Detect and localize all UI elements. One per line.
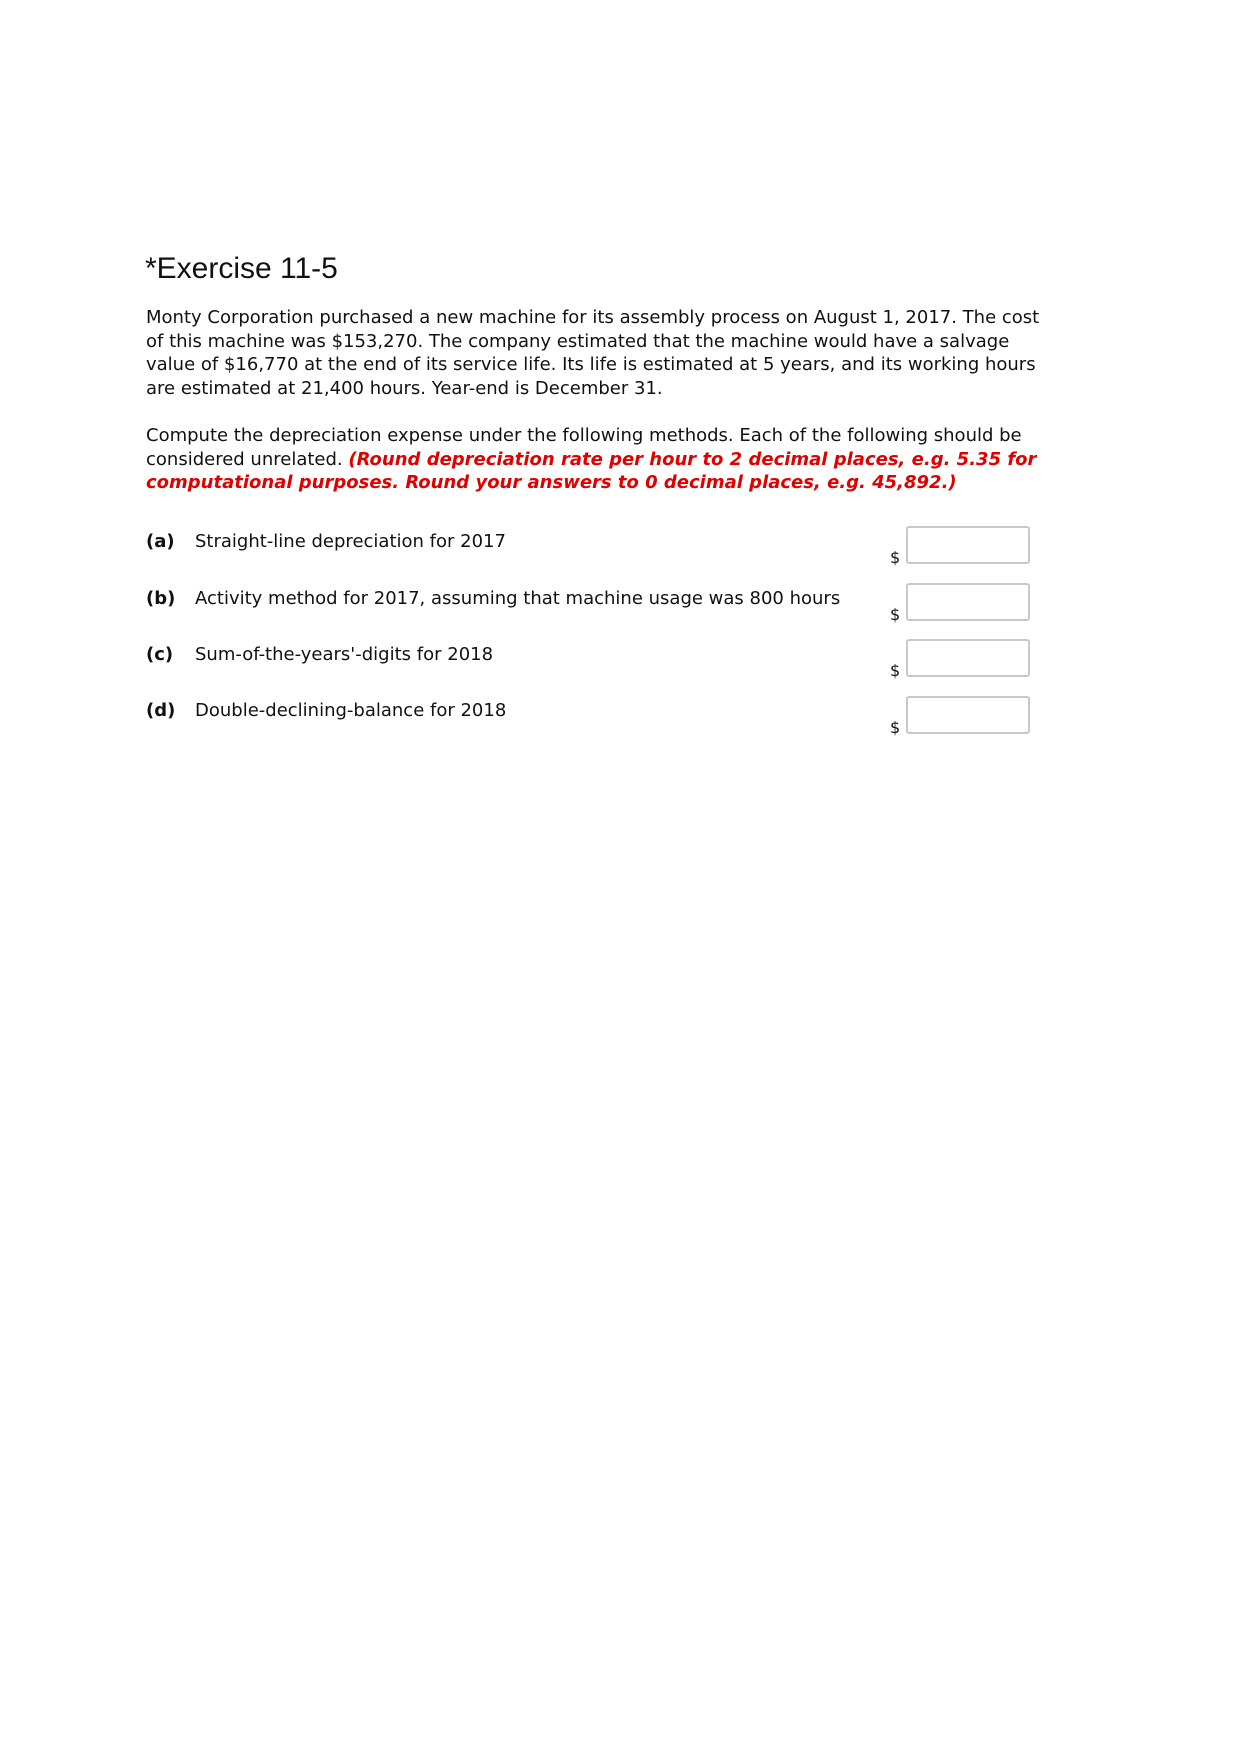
question-label: (d) [146, 700, 176, 721]
rounding-note: computational purposes. Round your answers to 0 decimal places, e.g. 45,892.) [146, 472, 957, 494]
instructions [146, 424, 1036, 495]
question-text: Straight-line depreciation for 2017 [195, 531, 506, 552]
answer-input-c[interactable] [906, 639, 1030, 677]
question-text: Sum-of-the-years'-digits for 2018 [195, 644, 494, 665]
question-label: (c) [146, 644, 174, 665]
description-line: value of $16,770 at the end of its service life. Its life is estimated at 5 years, and its working hours [146, 354, 1036, 376]
currency-symbol: $ [890, 548, 901, 567]
question-a [146, 531, 506, 552]
question-label: (a) [146, 531, 175, 552]
description-line: of this machine was $153,270. The company estimated that the machine would have a salvage [146, 330, 1010, 352]
question-label: (b) [146, 588, 176, 609]
currency-symbol: $ [890, 661, 901, 680]
rounding-note: (Round depreciation rate per hour to 2 decimal places, e.g. 5.35 for [348, 448, 1037, 470]
question-d [146, 700, 506, 721]
problem-description [146, 306, 1039, 400]
instruction-line: Compute the depreciation expense under the following methods. Each of the following should be [146, 425, 1022, 446]
question-text: Activity method for 2017, assuming that machine usage was 800 hours [195, 588, 841, 609]
answer-input-d[interactable] [906, 696, 1030, 734]
currency-symbol: $ [890, 718, 901, 737]
question-b [146, 588, 840, 609]
description-line: are estimated at 21,400 hours. Year-end is December 31. [146, 377, 663, 399]
instruction-text: considered unrelated. [146, 448, 349, 470]
answer-input-a[interactable] [906, 526, 1030, 564]
question-text: Double-declining-balance for 2018 [195, 700, 507, 721]
question-c [146, 644, 493, 665]
instruction-line [146, 448, 1036, 472]
description-line: Monty Corporation purchased a new machine for its assembly process on August 1, 2017. The cost [146, 307, 1040, 328]
currency-symbol: $ [890, 605, 901, 624]
answer-input-b[interactable] [906, 583, 1030, 621]
exercise-title: *Exercise 11-5 [145, 252, 338, 285]
